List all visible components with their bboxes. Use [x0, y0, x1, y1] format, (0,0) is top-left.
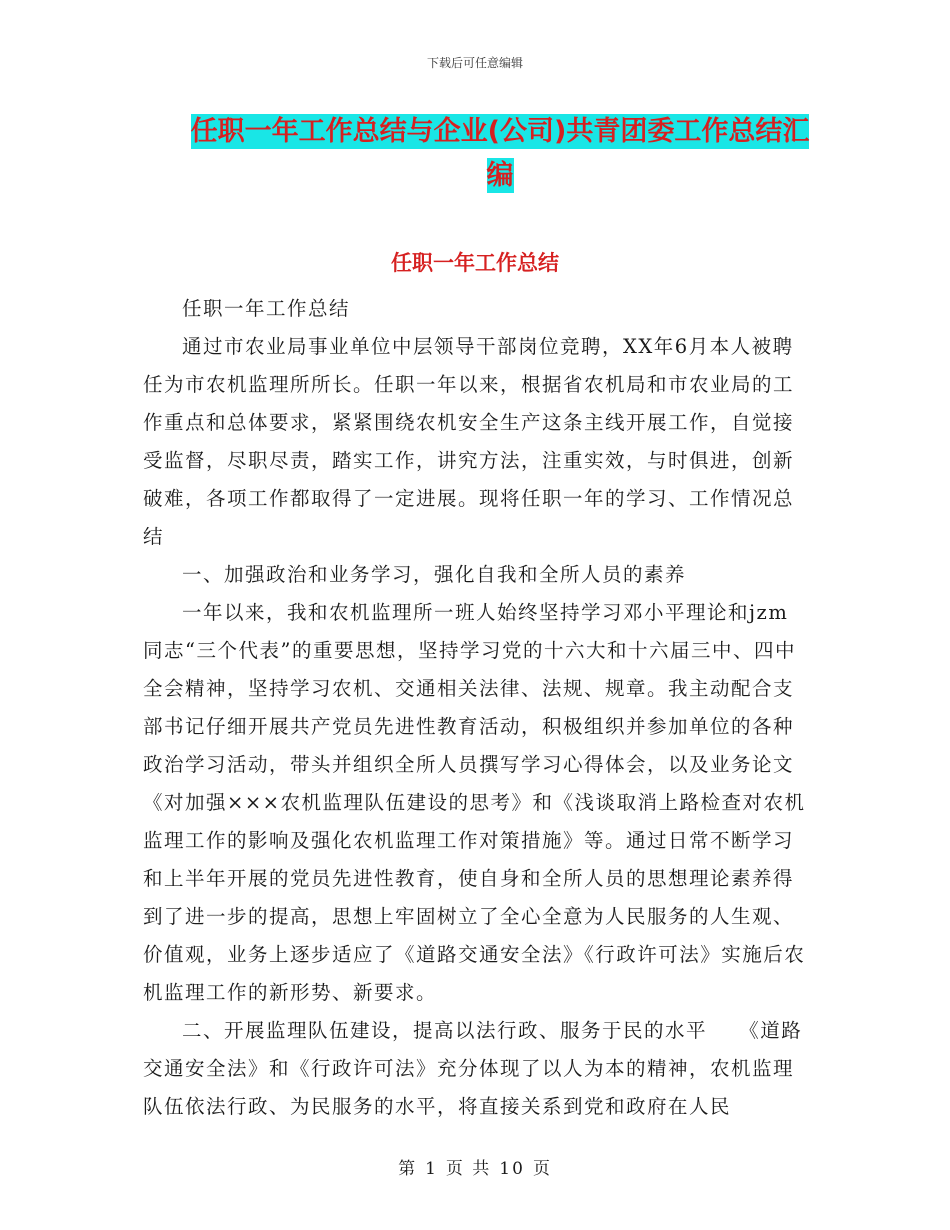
- document-title: [190, 110, 810, 198]
- header-note: 下载后可任意编辑: [426, 56, 523, 70]
- page-footer: [0, 1154, 950, 1179]
- paragraph: 任职一年工作总结: [182, 297, 351, 320]
- footer-suffix: 页: [532, 1159, 552, 1179]
- paragraph: 二、开展监理队伍建设，提高以法行政、服务于民的水平 《道路交通安全法》和《行政许可法》充分体现了以人为本的精神，农机监理队伍依法行政、为民服务的水平，将直接关系到党和政府在人民: [143, 1019, 803, 1118]
- footer-middle: 页 共: [445, 1159, 492, 1179]
- paragraph: 一、加强政治和业务学习，强化自我和全所人员的素养: [182, 563, 687, 586]
- paragraph: 一年以来，我和农机监理所一班人始终坚持学习邓小平理论和jzm同志“三个代表”的重要思想，坚持学习党的十六大和十六届三中、四中全会精神，坚持学习农机、交通相关法律、法规、规章。我主动配合支部书记仔细开展共产党员先进性教育活动，积极组织并参加单位的各种政治学习活动，带头并组织全所人员撰写学习心得体会，以及业务论文《对加强×××农机监理队伍建设的思考》和《浅谈取消上路检查对农机监理工作的影响及强化农机监理工作对策措施》等。通过日常不断学习和上半年开展的党员先进性教育，使自身和全所人员的思想理论素养得到了进一步的提高，思想上牢固树立了全心全意为人民服务的人生观、价值观，业务上逐步适应了《道路交通安全法》《行政许可法》实施后农机监理工作的新形势、新要求。: [143, 601, 806, 1004]
- section-title: 任职一年工作总结: [391, 251, 559, 275]
- document-title-text: 任职一年工作总结与企业(公司)共青团委工作总结汇编: [190, 116, 810, 191]
- footer-prefix: 第: [398, 1159, 418, 1179]
- footer-page-number: 1: [425, 1159, 438, 1179]
- paragraph: 通过市农业局事业单位中层领导干部岗位竞聘，XX年6月本人被聘任为市农机监理所所长。任职一年以来，根据省农机局和市农业局的工作重点和总体要求，紧紧围绕农机安全生产这条主线开展工作，自觉接受监督，尽职尽责，踏实工作，讲究方法，注重实效，与时俱进，创新破难，各项工作都取得了一定进展。现将任职一年的学习、工作情况总结: [143, 335, 795, 548]
- body-text: [143, 290, 808, 1126]
- footer-total-pages: 10: [499, 1159, 525, 1179]
